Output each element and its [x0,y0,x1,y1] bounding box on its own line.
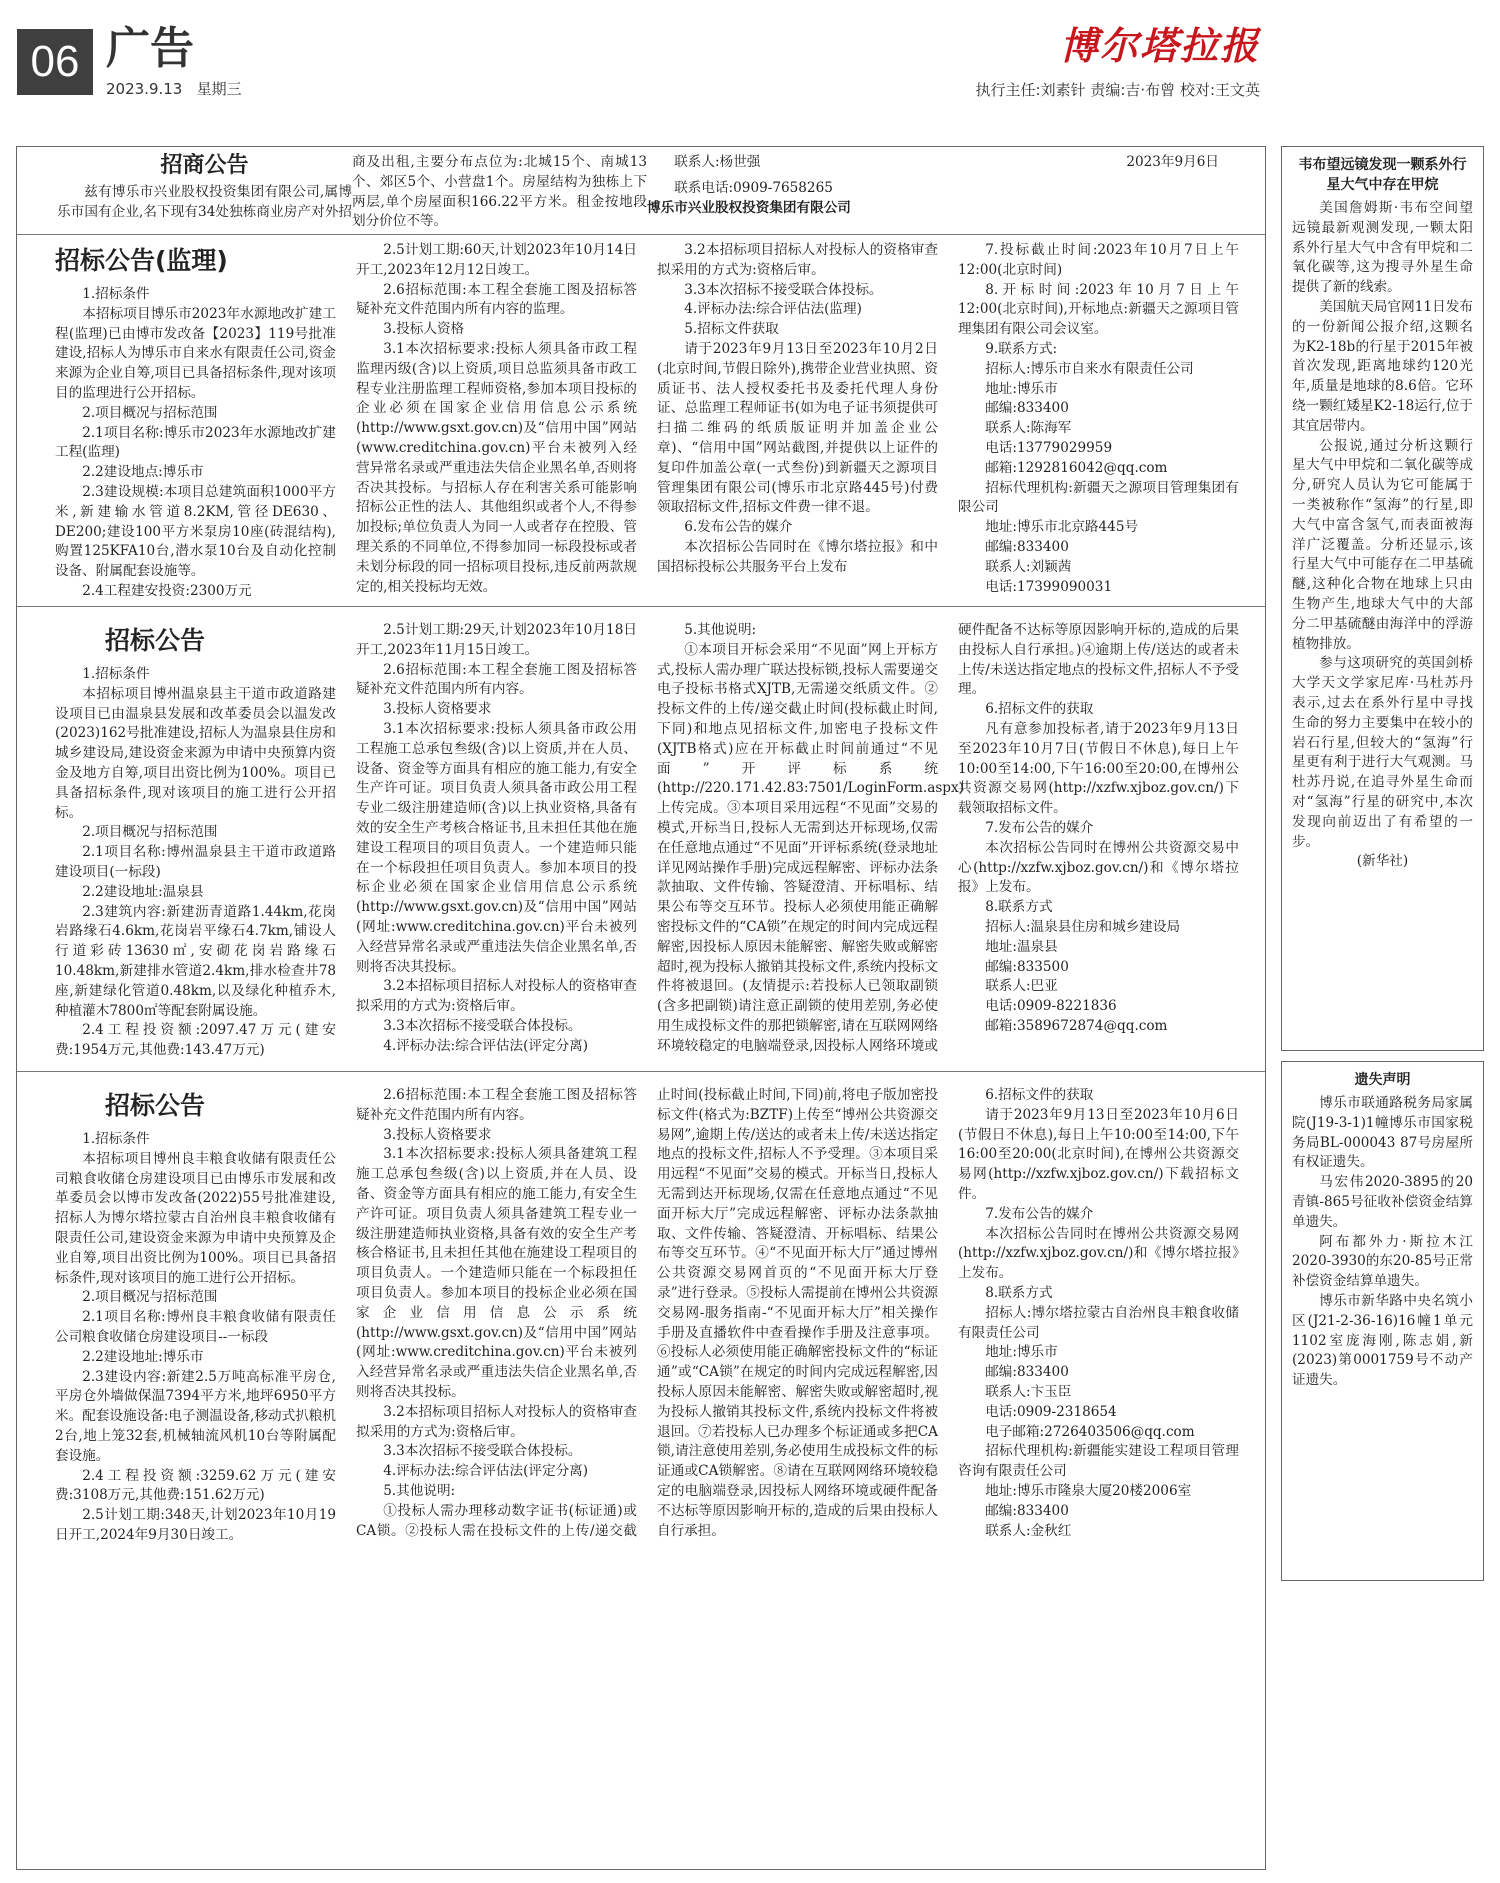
paragraph: 本招标项目博州良丰粮食收储有限责任公司粮食收储仓房建设项目已由博乐市发展和改革委员会以博市发改备(2022)55号批准建设,招标人为博尔塔拉蒙古自治州良丰粮食收储有限责任公司,建设资金来源为申请中央预算及企业自筹,项目出资比例为100%。项目已具备招标条件,现对该项目的施工进行公开招标。 [55,1150,336,1286]
lost-notice-title: 遗失声明 [1354,1072,1411,1088]
paragraph: 联系人:巴亚 [985,978,1058,995]
section-title: 广告 [106,23,194,74]
ad-area [16,146,1266,1870]
science-news-title: 韦布望远镜发现一颗系外行星大气中存在甲烷 [1298,157,1467,193]
paragraph: 1.招标条件 [82,1131,150,1147]
paragraph: 4.评标办法:综合评估法(评定分离) [383,1037,589,1054]
paragraph: 3.1本次招标要求:投标人须具备建筑工程施工总承包叁级(含)以上资质,并在人员、设备、资金等方面具有相应的施工能力,有安全生产许可证。项目负责人须具备建筑工程专业一级注册建造师执业资格,具备有效的安全生产考核合格证书,且未担任其他在施建设工程项目的项目负责人。一个建造师只能在一个标段担任项目负责人。参加本项目的投标企业必须在国家企业信用信息公示系统(http://www.gsxt.gov.cn)及“信用中国”网站(网址:www.creditchina.gov.cn)平台未被列入经营异常名录或严重违法失信企业黑名单,否则将否决其投标。 [356,1146,637,1400]
science-news-box [1281,146,1484,1051]
paragraph: 3.投标人资格 [383,321,465,338]
paragraph: 联系人:杨世强 [674,154,761,170]
paragraph: 4.评标办法:综合评估法(监理) [684,301,862,318]
paragraph: 参与这项研究的英国剑桥大学天文学家尼库·马杜苏丹表示,过去在系外行星中寻找生命的努力主要集中在较小的岩石行星,但较大的“氢海”行星更有利于进行大气观测。马杜苏丹说,在追寻外星生命而对“氢海”行星的研究中,本次发现向前迈出了有希望的一步。 [1292,655,1473,850]
paragraph: 8.开标时间:2023年10月7日上午12:00(北京时间),开标地点:新疆天之源项目管理集团有限公司会议室。 [958,281,1239,338]
paragraph: 9.联系方式: [985,340,1058,357]
paragraph: 2.3建设规模:本项目总建筑面积1000平方米,新建输水管道8.2KM,管径DE630、DE200;建设100平方米泵房10座(砖混结构),购置125KFA10台,潜水泵10台及自动化控制设备、附属配套设施等。 [55,483,336,580]
investment-notice [17,147,1265,235]
paragraph: 招标人:温泉县住房和城乡建设局 [985,918,1181,935]
paragraph: 2.3建设内容:新建2.5万吨高标准平房仓,平房仓外墙做保温7394平方米,地坪6950平方米。配套设施设备:电子测温设备,移动式扒粮机2台,地上笼32套,机械轴流风机10台等附属配套设施。 [55,1368,336,1464]
paragraph: 2.项目概况与招标范围 [82,824,218,841]
paragraph: 3.2本招标项目招标人对投标人的资格审查拟采用的方式为:资格后审。 [657,242,938,278]
paragraph: 3.1本次招标要求:投标人须具备市政工程监理丙级(含)以上资质,项目总监须具备市政工程专业注册监理工程师资格,参加本项目投标的企业必须在国家企业信用信息公示系统(http://www.gsxt.gov.cn)及“信用中国”网站(www.creditchina.gov.cn)平台未被列入经营异常名录或严重违法失信企业黑名单,否则将否决其投标。与招标人存在利害关系可能影响招标公正性的法人、其他组织或者个人,不得参加投标;单位负责人为同一人或者存在控股、管理关系的不同单位,不得参加同一标段投标或者未划分标段的同一招标项目投标,违反前两款规定的,相关投标均无效。 [356,340,637,595]
paragraph: 2.项目概况与招标范围 [82,404,218,421]
paragraph: 联系人:陈海军 [985,420,1072,437]
paragraph: 本次招标公告同时在博州公共资源交易中心(http://xzfw.xjboz.gov.cn/)和《博尔塔拉报》上发布。 [958,839,1239,896]
paragraph: 2.1项目名称:博乐市2023年水源地改扩建工程(监理) [55,424,336,461]
paragraph: 3.3本次招标不接受联合体投标。 [383,1443,582,1460]
paragraph: 6.招标文件的获取 [985,701,1094,718]
grain-storage-tender-body [55,1086,1247,1561]
paragraph: 地址:博乐市北京路445号 [985,519,1139,536]
paragraph: 7.发布公告的媒介 [985,819,1094,836]
paragraph: 5.其他说明: [383,1482,456,1499]
paragraph: 邮编:833400 [985,1364,1069,1381]
paragraph: 3.2本招标项目招标人对投标人的资格审查拟采用的方式为:资格后审。 [356,978,637,1015]
paragraph: 阿布都外力·斯拉木江2020-3930的东20-85号正常补偿资金结算单遗失。 [1292,1233,1473,1290]
paragraph: 本次招标公告同时在博州公共资源交易网(http://xzfw.xjboz.gov.cn/)和《博尔塔拉报》上发布。 [958,1225,1239,1282]
paragraph: 招标代理机构:新疆能实建设工程项目管理咨询有限责任公司 [958,1443,1239,1480]
paragraph: 2.5计划工期:348天,计划2023年10月19日开工,2024年9月30日竣工。 [55,1507,336,1543]
paragraph: 3.投标人资格要求 [383,701,492,718]
paragraph: 请于2023年9月13日至2023年10月2日(北京时间,节假日除外),携带企业营业执照、资质证书、法人授权委托书及委托代理人身份证、总监理工程师证书(如为电子证书须提供可扫描二维码的纸质版证明并加盖企业公章)、“信用中国”网站截图,并提供以上证件的复印件加盖公章(一式叁份)到新疆天之源项目管理集团有限公司(博乐市北京路445号)付费领取招标文件,招标文件费一律不退。 [657,340,938,516]
paragraph: 邮编:833500 [985,958,1069,975]
paragraph: 2.5计划工期:29天,计划2023年10月18日开工,2023年11月15日竣工。 [356,622,637,658]
editor-credits: 执行主任:刘素针 责编:吉·布曾 校对:王文英 [975,81,1260,99]
right-sidebar [1281,146,1484,1581]
paragraph: 美国航天局官网11日发布的一份新闻公报介绍,这颗名为K2-18b的行星于2015年被首次发现,距离地球约120光年,质量是地球的8.6倍。它环绕一颗红矮星K2-18运行,位于其宜居带内。 [1292,298,1473,434]
supervision-tender-body [55,241,1247,603]
paragraph: 2.2建设地址:温泉县 [82,883,204,900]
paragraph: 2.4工程投资额:2097.47万元(建安费:1954万元,其他费:143.47万元) [55,1022,336,1059]
science-news-body [1292,199,1473,852]
supervision-tender-title: 招标公告(监理) [55,246,228,275]
paragraph: 8.联系方式 [985,899,1053,916]
page-number: 06 [17,29,93,95]
paragraph: 博乐市联通路税务局家属院(J19-3-1)1幢博乐市国家税务局BL-000043 87号房屋所有权证遗失。 [1292,1095,1473,1171]
paragraph: 2.5计划工期:60天,计划2023年10月14日开工,2023年12月12日竣工。 [356,242,637,278]
paragraph: 邮箱:3589672874@qq.com [985,1017,1168,1034]
paragraph: 1.招标条件 [82,286,150,302]
grain-storage-tender-notice [17,1072,1265,1871]
paragraph: 联系人:金秋红 [985,1522,1072,1539]
paragraph: 本招标项目博州温泉县主干道市政道路建设项目已由温泉县发展和改革委员会以温发改(2023)162号批准建设,招标人为温泉县住房和城乡建设局,建设资金来源为申请中央预算内资金及地方自筹,项目出资比例为100%。项目已具备招标条件,现对该项目的施工进行公开招标。 [55,685,336,821]
paragraph: ①投标人需办理移动数字证书(标证通)或CA锁。②投标人需在投标文件的上传/递交截止时间(投标截止时间,下同)前,将电子版加密投标文件(格式为:BZTF)上传至“博州公共资源交易网”,逾期上传/送达的或者未上传/未送达指定地点的投标文件,招标人不予受理。③本项目采用远程“不见面”交易的模式。开标当日,投标人无需到达开标现场,仅需在任意地点通过“不见面开标大厅”完成远程解密、评标办法条款抽取、文件传输、答疑澄清、开标唱标、结果公布等交互环节。④“不见面开标大厅”通过博州公共资源交易网首页的“不见面开标大厅登录”进行登录。⑤投标人需提前在博州公共资源交易网-服务指南-“不见面开标大厅”相关操作手册及直播软件中查看操作手册及注意事项。⑥投标人必须使用能正确解密投标文件的“标证通”或“CA锁”在规定的时间内完成远程解密,因投标人原因未能解密、解密失败或解密超时,视为投标人撤销其投标文件,系统内投标文件将被退回。⑦若投标人已办理多个标证通或多把CA锁,请注意使用差别,务必使用生成投标文件的标证通或CA锁解密。⑧请在互联网网络环境较稳定的电脑端登录,因投标人网络环境或硬件配备不达标等原因影响开标的,造成的后果由投标人自行承担。 [356,1087,938,1539]
paragraph: 招标人:博乐市自来水有限责任公司 [985,360,1194,377]
newspaper-logo: 博尔塔拉报 [1059,23,1260,68]
paragraph: 公报说,通过分析这颗行星大气中甲烷和二氧化碳等成分,研究人员认为它可能属于一类被称作“氢海”的行星,即大气中富含氢气,而表面被海洋广泛覆盖。分析还显示,该行星大气中可能存在二甲基硫醚,这种化合物在地球上只由生物产生,地球大气中的大部分二甲基硫醚由海洋中的浮游植物排放。 [1292,437,1473,652]
wenquan-road-tender-text [47,621,1247,1066]
paragraph: 5.其他说明: [684,622,757,638]
paragraph: 3.2本招标项目招标人对投标人的资格审查拟采用的方式为:资格后审。 [356,1403,637,1440]
issue-weekday: 星期三 [196,80,242,98]
paragraph: 邮编:833400 [985,1502,1069,1519]
paragraph: 地址:博乐市 [985,1344,1058,1361]
paragraph: 联系人:刘颖茜 [985,558,1072,575]
paragraph: 2.1项目名称:博州温泉县主干道市政道路建设项目(一标段) [55,844,336,880]
issue-date: 2023.9.13 [106,80,183,98]
paragraph: 凡有意参加投标者,请于2023年9月13日至2023年10月7日(节假日不休息),每日上午10:00至14:00,下午16:00至20:00,在博州公共资源交易网(http://xzfw.xjboz.gov.cn/)下载领取招标文件。 [958,720,1239,817]
masthead [0,0,1500,140]
investment-notice-text [17,153,1247,233]
paragraph: 2.6招标范围:本工程全套施工图及招标答疑补充文件范围内所有内容。 [356,1087,637,1123]
paragraph: 7.投标截止时间:2023年10月7日上午12:00(北京时间) [958,242,1239,278]
wenquan-road-tender-notice [17,607,1265,1072]
paragraph: 马宏伟2020-3895的20青镇-865号征收补偿资金结算单遗失。 [1292,1174,1473,1230]
paragraph: 邮编:833400 [985,400,1069,417]
lost-notice-body [1292,1094,1473,1391]
paragraph: 联系人:卞玉臣 [985,1383,1072,1400]
paragraph: 电话:0909-8221836 [985,998,1117,1015]
paragraph: 2.6招标范围:本工程全套施工图及招标答疑补充文件范围内所有内容的监理。 [356,281,637,318]
paragraph: 美国詹姆斯·韦布空间望远镜最新观测发现,一颗太阳系外行星大气中含有甲烷和二氧化碳等,这为搜寻外星生命提供了新的线索。 [1292,200,1473,296]
paragraph: 电话:0909-2318654 [985,1403,1117,1420]
paragraph: 招标代理机构:新疆天之源项目管理集团有限公司 [958,479,1239,516]
paragraph: 2.2建设地址:博乐市 [82,1348,204,1365]
paragraph: 6.发布公告的媒介 [684,519,793,536]
wenquan-road-tender-title: 招标公告 [105,626,206,655]
paragraph: 2.2建设地点:博乐市 [82,464,204,481]
paragraph: 8.联系方式 [985,1284,1053,1301]
paragraph: 地址:博乐市 [985,380,1058,397]
investment-notice-date: 2023年9月6日 [1126,154,1219,170]
dateline [106,78,242,99]
lost-notice-box [1281,1061,1484,1581]
paragraph: 7.发布公告的媒介 [985,1205,1094,1222]
wenquan-road-tender-body [55,621,1247,1066]
paragraph: 6.招标文件的获取 [985,1087,1094,1103]
paragraph: 兹有博乐市兴业股权投资集团有限公司,属博乐市国有企业,名下现有34处独栋商业房产对外招商及出租,主要分布点位为:北城15个、南城13个、郊区5个、小营盘1个。房屋结构为独栋上下两层,单个房屋面积166.22平方米。租金按地段划分价位不等。 [57,154,647,230]
paragraph: 招标人:博尔塔拉蒙古自治州良丰粮食收储有限责任公司 [958,1304,1239,1341]
paragraph: 电子邮箱:2726403506@qq.com [985,1423,1195,1440]
paragraph: 3.1本次招标要求:投标人须具备市政公用工程施工总承包叁级(含)以上资质,并在人员、设备、资金等方面具有相应的施工能力,有安全生产许可证。项目负责人须具备市政公用工程专业二级注册建造师(含)以上执业资格,具备有效的安全生产考核合格证书,且未担任其他在施建设工程项目的项目负责人。一个建造师只能在一个标段担任项目负责人。参加本项目的投标企业必须在国家企业信用信息公示系统(http://www.gsxt.gov.cn)及“信用中国”网站(网址:www.creditchina.gov.cn)平台未被列入经营异常名录或严重违法失信企业黑名单,否则将否决其投标。 [356,720,637,975]
paragraph: ①本项目开标会采用“不见面”网上开标方式,投标人需办理广联达投标锁,投标人需要递交电子投标书格式XJTB,无需递交纸质文件。②投标文件的上传/递交截止时间(投标截止时间,下同)和地点见招标文件,加密电子投标文件(XJTB格式)应在开标截止时间前通过“不见面”开评标系统(http://220.171.42.83:7501/LoginForm.aspx)上传完成。③本项目采用远程“不见面”交易的模式,开标当日,投标人无需到达开标现场,仅需在任意地点通过“不见面”开评标系统(登录地址详见网站操作手册)完成远程解密、评标办法条款抽取、文件传输、答疑澄清、开标唱标、结果公布等交互环节。投标人必须使用能正确解密投标文件的“CA锁”在规定的时间内完成远程解密,因投标人原因未能解密、解密失败或解密超时,视为投标人撤销其投标文件,系统内投标文件将被退回。(友情提示:若投标人已领取副锁(含多把副锁)请注意正副锁的使用差别,务必使用生成投标文件的那把锁解密,请在互联网网络环境较稳定的电脑端登录,因投标人网络环境或硬件配备不达标等原因影响开标的,造成的后果由投标人自行承担。)④逾期上传/送达的或者未上传/未送达指定地点的投标文件,招标人不予受理。 [657,622,1239,1054]
paragraph: 地址:温泉县 [985,938,1058,955]
paragraph: 电话:13779029959 [985,439,1113,456]
investment-notice-org: 博乐市兴业股权投资集团有限公司 [647,199,851,216]
paragraph: 2.1项目名称:博州良丰粮食收储有限责任公司粮食收储仓房建设项目--一标段 [55,1309,336,1345]
investment-notice-phone: 联系电话:0909-7658265 [674,179,833,196]
paragraph: 3.3本次招标不接受联合体投标。 [383,1017,582,1034]
investment-notice-title: 招商公告 [160,153,249,178]
paragraph: 请于2023年9月13日至2023年10月6日(节假日不休息),每日上午10:00至14:00,下午16:00至20:00(北京时间),在博州公共资源交易网(http://xzfw.xjboz.gov.cn/)下载招标文件。 [958,1106,1239,1202]
paragraph: 1.招标条件 [82,666,150,682]
paragraph: 5.招标文件获取 [684,321,779,338]
paragraph: 本招标项目博乐市2023年水源地改扩建工程(监理)已由博市发改备【2023】119号批准建设,招标人为博乐市自来水有限责任公司,资金来源为企业自筹,项目已具备招标条件,现对该项目的监理进行公开招标。 [55,305,336,401]
science-news-source: (新华社) [1356,853,1409,870]
paragraph: 博乐市新华路中央名筑小区(J21-2-36-16)16幢1单元1102室庞海刚,陈志娟,新(2023)第0001759号不动产证遗失。 [1292,1292,1473,1389]
paragraph: 2.4工程建安投资:2300万元 [82,582,252,599]
paragraph: 3.3本次招标不接受联合体投标。 [684,281,883,298]
paragraph: 电话:17399090031 [985,578,1113,595]
paragraph: 2.4工程投资额:3259.62万元(建安费:3108万元,其他费:151.62万元) [55,1467,336,1504]
paragraph: 2.6招标范围:本工程全套施工图及招标答疑补充文件范围内所有内容。 [356,661,637,698]
paragraph: 地址:博乐市隆泉大厦20楼2006室 [985,1482,1192,1499]
paragraph: 本次招标公告同时在《博尔塔拉报》和中国招标投标公共服务平台上发布 [657,538,938,575]
supervision-tender-text [47,241,1247,603]
paragraph: 2.3建筑内容:新建沥青道路1.44km,花岗岩路缘石4.6km,花岗岩平缘石4.7km,铺设人行道彩砖13630㎡,安砌花岗岩路缘石10.48km,新建排水管道2.4km,排水检查井78座,新建绿化管道0.48km,以及绿化种植乔木,种植灌木7800㎡等配套附属设施。 [55,903,336,1019]
supervision-tender-notice [17,235,1265,607]
paragraph: 邮编:833400 [985,538,1069,555]
grain-storage-tender-title: 招标公告 [105,1091,206,1120]
paragraph: 2.项目概况与招标范围 [82,1289,218,1306]
paragraph: 3.投标人资格要求 [383,1126,492,1143]
grain-storage-tender-text [47,1086,1247,1561]
paragraph: 4.评标办法:综合评估法(评定分离) [383,1463,589,1480]
paragraph: 邮箱:1292816042@qq.com [985,459,1168,476]
